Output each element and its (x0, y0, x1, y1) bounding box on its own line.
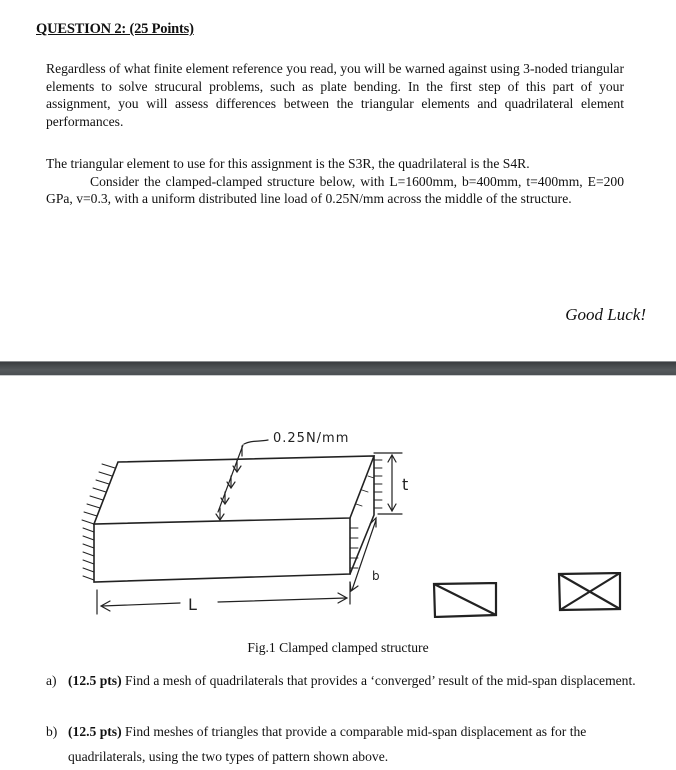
left-clamp-hatch-icon (82, 462, 118, 580)
intro-paragraph: Regardless of what finite element reference you read, you will be warned against using 3-noded triangular elements to solve strucural problems, such as plate bending. In the first step of this part of your assignment, you will assess differences between the triangular elements and quadrilateral element performances. (46, 61, 624, 129)
width-label: b (372, 569, 380, 583)
length-label: L (188, 595, 197, 614)
load-label: 0.25N/mm (273, 431, 350, 446)
question-b-label: b) (46, 724, 58, 739)
page-divider (0, 361, 676, 376)
single-diagonal-pattern-icon (432, 582, 498, 618)
thickness-dimension-icon (374, 453, 402, 514)
element-types-text: The triangular element to use for this assignment is the S3R, the quadrilateral is the S4R. (46, 156, 530, 171)
question-b (46, 719, 646, 769)
thickness-label: t (402, 475, 409, 494)
structure-paragraph (46, 155, 624, 208)
line-load-arrows-icon (216, 440, 268, 520)
figure-caption: Fig.1 Clamped clamped structure (247, 640, 429, 655)
length-dimension-icon (97, 582, 350, 614)
question-a-text: Find a mesh of quadrilaterals that provides a ‘converged’ result of the mid-span displacement. (121, 673, 636, 688)
question-a-points: (12.5 pts) (68, 673, 122, 688)
structure-figure (80, 400, 420, 630)
question-b-points: (12.5 pts) (68, 724, 122, 739)
question-a (46, 668, 646, 693)
question-a-label: a) (46, 673, 57, 688)
question-heading: QUESTION 2: (25 Points) (36, 21, 194, 37)
crossed-diagonal-pattern-icon (556, 572, 622, 614)
structure-description: Consider the clamped-clamped structure below, with L=1600mm, b=400mm, t=400mm, E=200 GPa, v=0.3, with a uniform distributed line load of 0.25N/mm across the middle of the structure. (46, 173, 624, 206)
closing-text: Good Luck! (565, 305, 646, 324)
question-b-text: Find meshes of triangles that provide a comparable mid-span displacement as for the quadrilaterals, using the two types of pattern shown above. (68, 724, 587, 764)
